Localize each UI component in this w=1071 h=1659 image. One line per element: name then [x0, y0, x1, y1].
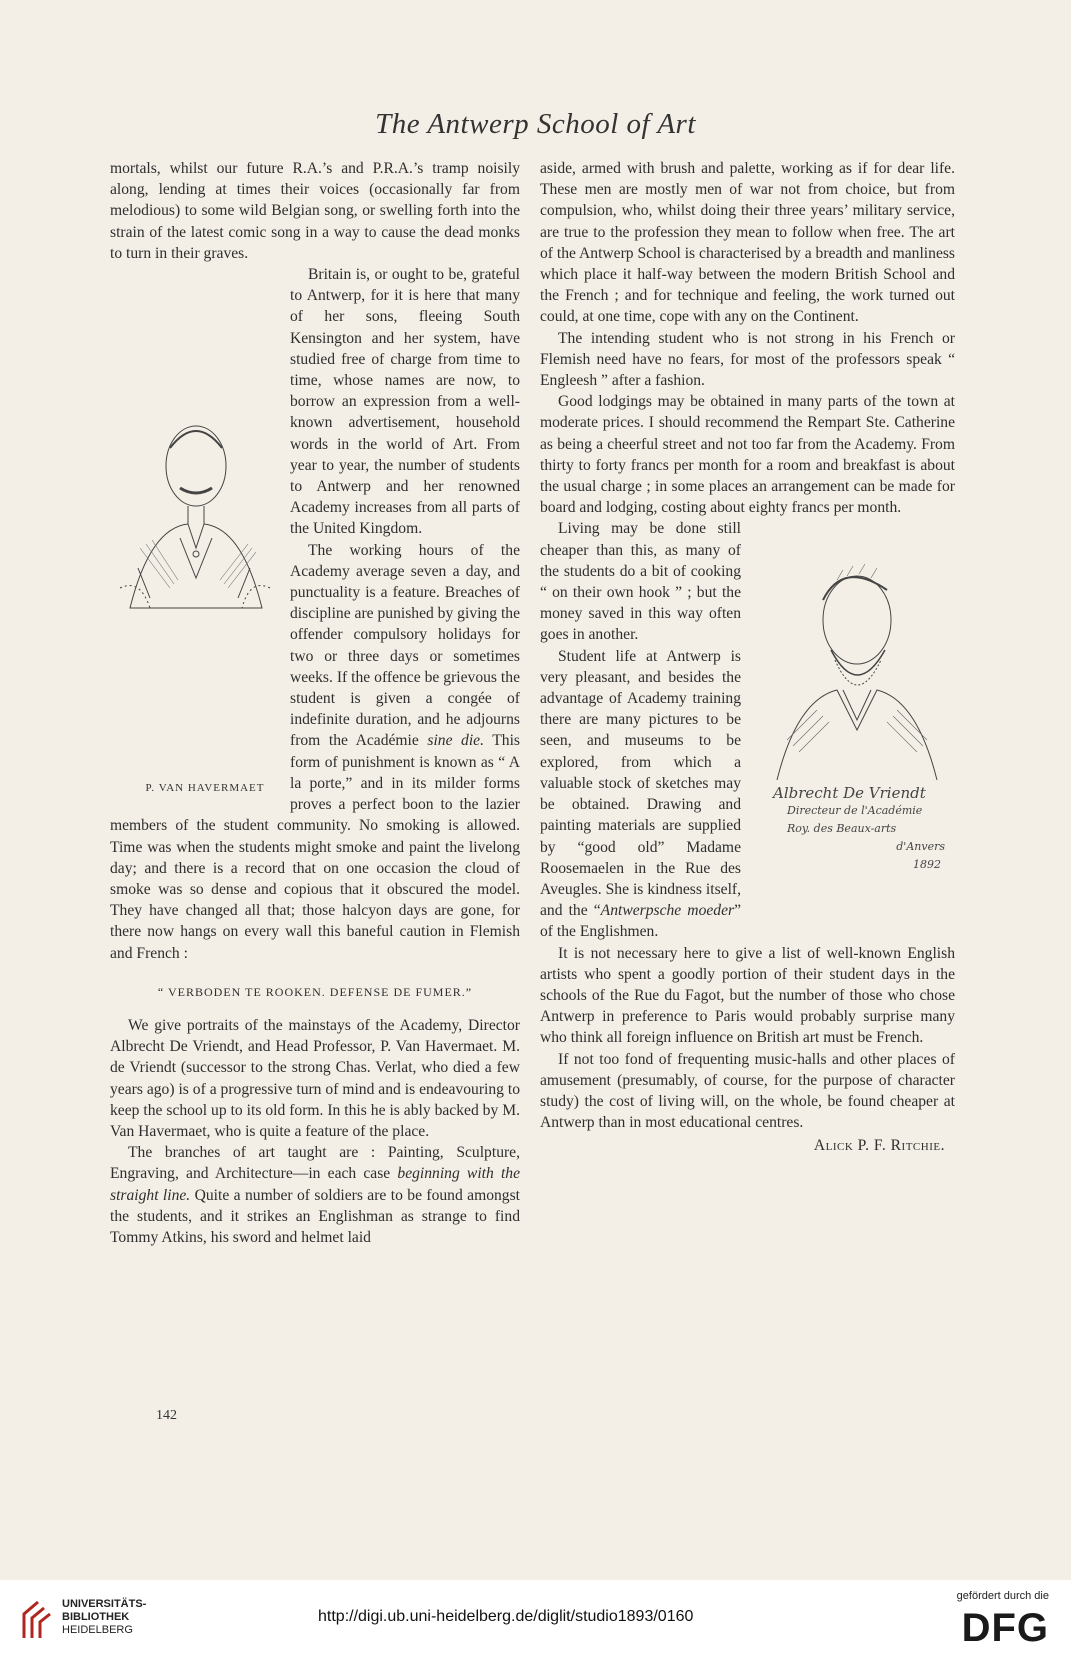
portrait-de-vriendt — [747, 540, 955, 938]
portrait-engraving-icon — [747, 540, 955, 780]
source-url-link[interactable]: http://digi.ub.uni-heidelberg.de/diglit/studio1893/0160 — [318, 1608, 694, 1625]
italic-phrase: Antwerpsche moeder — [600, 902, 735, 920]
smoking-notice: “ VERBODEN TE ROOKEN. DEFENSE DE FUMER.” — [157, 984, 473, 999]
left-column — [110, 158, 520, 1248]
italic-phrase: sine die. — [427, 732, 484, 750]
paragraph — [110, 1142, 520, 1248]
signature-line: 1892 — [913, 858, 941, 872]
running-title: The Antwerp School of Art — [375, 108, 696, 140]
paragraph-text: The working hours of the Academy average seven a day, and punctuality is a feature. Breaches of discipline are punished by giving the offender compulsory holidays for two or three days or sometimes weeks. If the offence be grievous the student is given a congée of indefinite duration, and he adjourns from the Académie — [290, 541, 520, 750]
signature-line: Directeur de l'Académie — [787, 804, 923, 818]
portrait-engraving-icon — [110, 348, 282, 768]
library-name-line: HEIDELBERG — [62, 1624, 133, 1636]
right-column — [540, 158, 955, 1157]
paragraph: If not too fond of frequenting music-halls and other places of amusement (presumably, of course, for the purpose of character study) the cost of living will, on the whole, be found cheaper at Antwerp than in most educational centres. — [540, 1050, 955, 1132]
library-name — [62, 1598, 146, 1637]
library-name-line: BIBLIOTHEK — [62, 1611, 130, 1623]
paragraph: Good lodgings may be obtained in many parts of the town at moderate prices. I should recommend the Rempart Ste. Catherine as being a cheerful street and not too far from the Academy. From thirty to forty francs per month for a room and breakfast is about the usual charge ; in some places an arrangement can be made for board and lodging, costing about eighty francs per month. — [540, 393, 955, 517]
paragraph: We give portraits of the mainstays of the Academy, Director Albrecht De Vriendt, and Head Professor, P. Van Havermaet. M. de Vriendt (successor to the strong Chas. Verlat, who died a few years ago) is of a progressive turn of mind and is endeavouring to keep the school up to its old form. In this he is ably backed by M. Van Havermaet, who is quite a feature of the place. — [110, 1016, 520, 1140]
signature-line: Roy. des Beaux-arts — [787, 822, 897, 836]
author-signature: Alick P. F. Ritchie. — [813, 1137, 945, 1155]
digitization-footer — [0, 1580, 1071, 1659]
paragraph-text: ” of the Englishmen. — [540, 902, 741, 941]
paragraph-text: Quite a number of soldiers are to be found amongst the students, and it strikes an Englishman as strange to find Tommy Atkins, his sword and helmet laid — [110, 1186, 521, 1246]
library-logo-icon — [18, 1594, 68, 1644]
signature — [755, 784, 955, 874]
dfg-logo: DFG — [961, 1606, 1049, 1650]
signature-line: Albrecht De Vriendt — [773, 784, 926, 803]
paragraph: mortals, whilst our future R.A.’s and P.R.A.’s tramp noisily along, lending at times their voices (occasionally far from melodious) to some wild Belgian song, or swelling forth into the strain of the latest comic song in a way to cause the dead monks to turn in their graves. — [110, 160, 520, 262]
paragraph-text: Student life at Antwerp is very pleasant, and besides the advantage of Academy training there are many pictures to be seen, and museums to be explored, from which a valuable stock of sketches may be obtained. Drawing and painting materials are supplied by “good old” Madame Roosemaelen in the Rue des Aveugles. She is kindness itself, and the “ — [540, 647, 741, 920]
library-name-line: UNIVERSITÄTS- — [62, 1598, 147, 1610]
paragraph-text: Living may be done still cheaper than this, as many of the students do a bit of cooking “ on their own hook ” ; but the money saved in this way often goes in another. — [540, 520, 741, 644]
paragraph-text: Britain is, or ought to be, grateful to Antwerp, for it is here that many of her sons, fleeing South Kensington and her system, have studied free of charge from time to time, whose names are now, to borrow an expression from a well-known advertisement, household words in the world of Art. From year to year, the number of students to Antwerp and her renowned Academy increases from all parts of the United Kingdom. — [290, 266, 520, 538]
italic-phrase: beginning with the straight line. — [110, 1165, 520, 1204]
page-number: 142 — [156, 1408, 177, 1423]
portrait-van-havermaet — [110, 348, 282, 803]
funding-label: gefördert durch die — [956, 1590, 1049, 1602]
portrait-caption: P. VAN HAVERMAET — [145, 781, 265, 794]
paragraph-text: The branches of art taught are : Painting, Sculpture, Engraving, and Architecture—in each case — [110, 1144, 520, 1183]
signature-line: d'Anvers — [896, 840, 945, 854]
paragraph: It is not necessary here to give a list of well-known English artists who spent a goodly portion of their student days in the schools of the Rue du Fagot, but the number of those who chose Antwerp in preference to Paris would probably surprise many who think all foreign influence on British art must be French. — [540, 944, 955, 1047]
paragraph-text: This form of punishment is known as “ A la porte,” and in its milder forms proves a perfect boon to the lazier members of the student community. No smoking is allowed. Time was when the students might smoke and paint the livelong day; and there is a record that on one occasion the cloud of smoke was so dense and copious that it obscured the model. They have changed all that; those halcyon days are gone, for there now hangs on every wall this baneful caution in Flemish and French : — [110, 732, 521, 962]
paragraph: aside, armed with brush and palette, working as if for dear life. These men are mostly men of war not from choice, but from compulsion, who, whilst doing their three years’ military service, are true to the profession they mean to follow when free. The art of the Antwerp School is characterised by a breadth and manliness which place it half-way between the modern British School and the French ; and for technique and feeling, the work turned out could, at one time, cope with any on the Continent. — [540, 160, 955, 326]
paragraph: The intending student who is not strong in his French or Flemish need have no fears, for most of the professors speak “ Engleesh ” after a fashion. — [540, 329, 955, 390]
